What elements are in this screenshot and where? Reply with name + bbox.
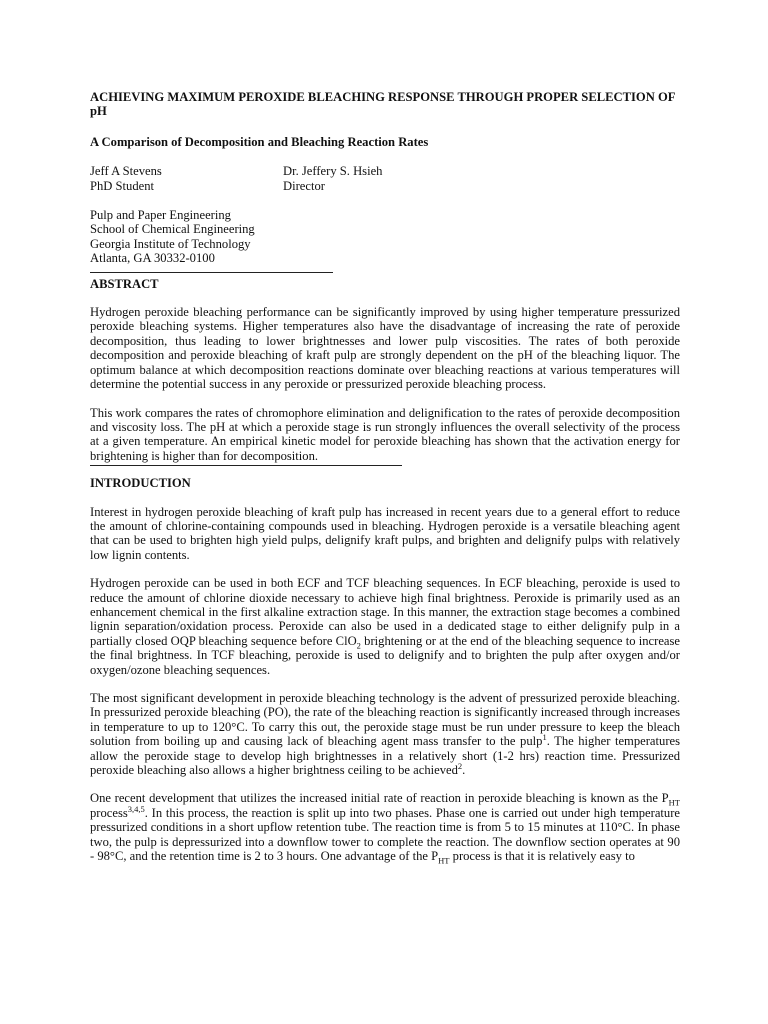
divider (90, 465, 402, 466)
text-run: process is that it is relatively easy to (449, 849, 635, 864)
subscript: HT (438, 855, 450, 866)
affiliation (90, 208, 680, 266)
text-run: process (90, 805, 128, 820)
paper-subtitle: A Comparison of Decomposition and Bleaching Reaction Rates (90, 134, 429, 149)
subscript: HT (668, 797, 680, 808)
abstract-heading: ABSTRACT (90, 276, 159, 291)
text-run: . In this process, the reaction is split up into two phases. Phase one is carried out under high temperature pressurized conditions in a short upflow retention tube. The reaction time is from 5 to 15 minutes at 110°C. In phase two, the pulp is depressurized into a downflow tower to complete the reaction. The downflow section operates at 90 - 98°C, and the retention time is 2 to 3 hours. One advantage of the P (90, 805, 680, 864)
text-run: brightening or at the end of the bleaching sequence to increase the final brightness. In TCF bleaching, peroxide is used to delignify and to brighten the pulp after oxygen and/or oxygen/ozone bleaching sequences. (90, 633, 680, 677)
text-run: One recent development that utilizes the increased initial rate of reaction in peroxide bleaching is known as the P (90, 791, 669, 806)
affiliation-line: Pulp and Paper Engineering (90, 208, 231, 223)
author-role: Director (283, 178, 325, 193)
text-run: . (462, 763, 466, 778)
author-name: Jeff A Stevens (90, 164, 162, 179)
introduction-heading: INTRODUCTION (90, 476, 191, 491)
citation: 2 (457, 760, 463, 771)
text-run: Hydrogen peroxide can be used in both ECF and TCF bleaching sequences. In ECF bleaching, peroxide is used to reduce the amount of chlorine dioxide necessary to achieve high final brightness. Peroxide is primarily used as an enhancement chemical in the first alkaline extraction stage. In this manner, the extraction stage becomes a combined lignin separation/oxidation process. Peroxide can also be used in a dedicated stage to either delignify pulp in a partially closed OQP bleaching sequence before ClO (90, 576, 680, 648)
abstract-paragraph: Hydrogen peroxide bleaching performance can be significantly improved by using higher temperature pressurized peroxide bleaching systems. Higher temperatures also have the disadvantage of increasing the rate of peroxide decomposition, thus leading to lower brightnesses and lower pulp viscosities. The rates of both peroxide decomposition and peroxide bleaching of kraft pulp are strongly dependent on the pH of the bleaching liquor. The optimum balance at which decomposition reactions dominate over bleaching reactions at various temperatures will determine the potential success in any peroxide or pressurized peroxide bleaching process. (90, 305, 680, 392)
text-run: The most significant development in peroxide bleaching technology is the advent of pressurized peroxide bleaching. In pressurized peroxide bleaching (PO), the rate of the bleaching reaction is significantly increased through increases in temperature to up to 120°C. To carry this out, the peroxide stage must be run under pressure to keep the bleach solution from boiling up and causing lack of bleaching agent mass transfer to the pulp (90, 691, 680, 749)
abstract-paragraph: This work compares the rates of chromophore elimination and delignification to the rates of peroxide decomposition and viscosity loss. The pH at which a peroxide stage is run strongly influences the overall selectivity of the process at a given temperature. An empirical kinetic model for peroxide bleaching has shown that the activation energy for brightening is higher than for decomposition. (90, 405, 680, 463)
intro-paragraph (90, 791, 680, 866)
author-block (90, 164, 680, 193)
paper-page (90, 90, 680, 877)
affiliation-line: School of Chemical Engineering (90, 222, 255, 237)
author-role: PhD Student (90, 178, 155, 193)
text-run: . The higher temperatures allow the peroxide stage to develop high brightnesses in a relatively short (1-2 hrs) reaction time. Pressurized peroxide bleaching also allows a higher brightness ceiling to be achieved (90, 734, 681, 778)
subscript: 2 (356, 640, 361, 651)
author-1 (90, 164, 283, 193)
citation: 1 (542, 732, 547, 743)
intro-paragraph: Interest in hydrogen peroxide bleaching of kraft pulp has increased in recent years due to a general effort to reduce the amount of chlorine-containing compounds used in bleaching. Hydrogen peroxide is a versatile bleaching agent that can be used to brighten high yield pulps, delignify kraft pulps, and brighten and delignify pulps with relatively low lignin contents. (90, 504, 680, 562)
intro-paragraph (90, 691, 680, 777)
author-name: Dr. Jeffery S. Hsieh (283, 164, 383, 179)
divider (90, 272, 333, 273)
intro-paragraph (90, 576, 680, 677)
author-2 (283, 164, 476, 193)
paper-title: ACHIEVING MAXIMUM PEROXIDE BLEACHING RESPONSE THROUGH PROPER SELECTION OF pH (90, 90, 675, 119)
affiliation-line: Georgia Institute of Technology (90, 236, 251, 251)
citation: 3,4,5 (127, 803, 145, 814)
affiliation-line: Atlanta, GA 30332-0100 (90, 251, 215, 266)
